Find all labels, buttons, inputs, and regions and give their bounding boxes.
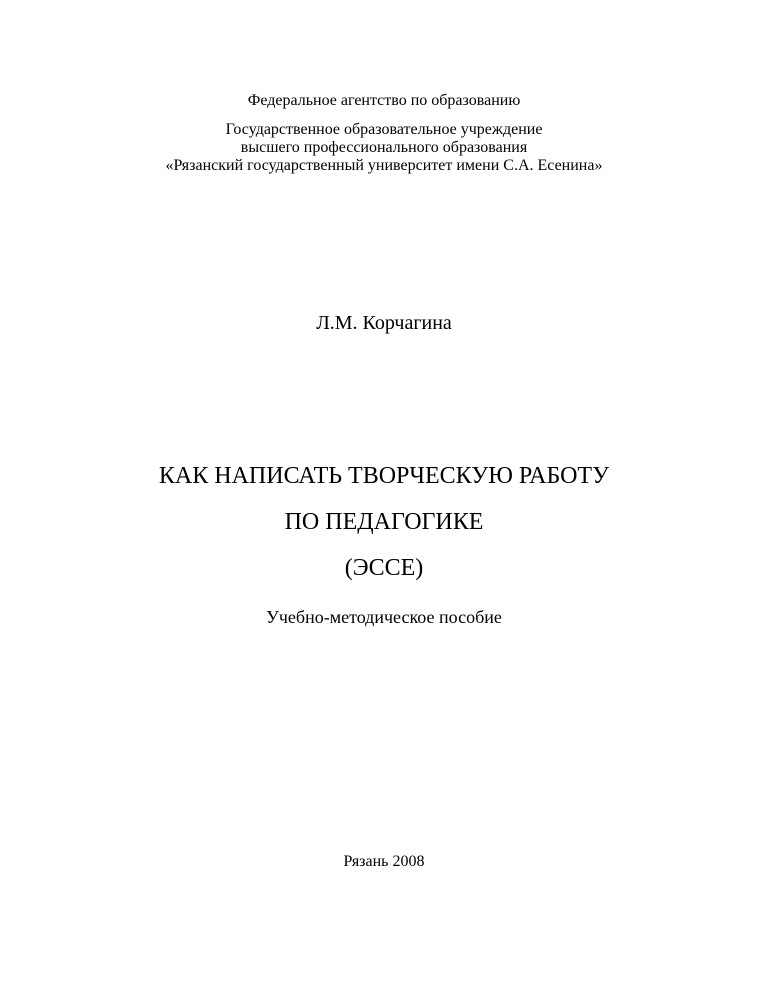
place-year: Рязань 2008 bbox=[343, 853, 425, 870]
author-name: Л.М. Корчагина bbox=[316, 312, 452, 334]
institution-line-1: Государственное образовательное учреждение bbox=[225, 121, 543, 138]
document-type: Учебно-методическое пособие bbox=[266, 607, 502, 627]
institution-line-2: высшего профессионального образования bbox=[240, 139, 528, 156]
agency-name: Федеральное агентство по образованию bbox=[247, 92, 521, 109]
title-line-3: (ЭССЕ) bbox=[344, 555, 424, 581]
title-line-1: КАК НАПИСАТЬ ТВОРЧЕСКУЮ РАБОТУ bbox=[158, 463, 610, 489]
institution-line-3: «Рязанский государственный университет имени С.А. Есенина» bbox=[165, 157, 603, 174]
title-line-2: ПО ПЕДАГОГИКЕ bbox=[284, 509, 484, 535]
